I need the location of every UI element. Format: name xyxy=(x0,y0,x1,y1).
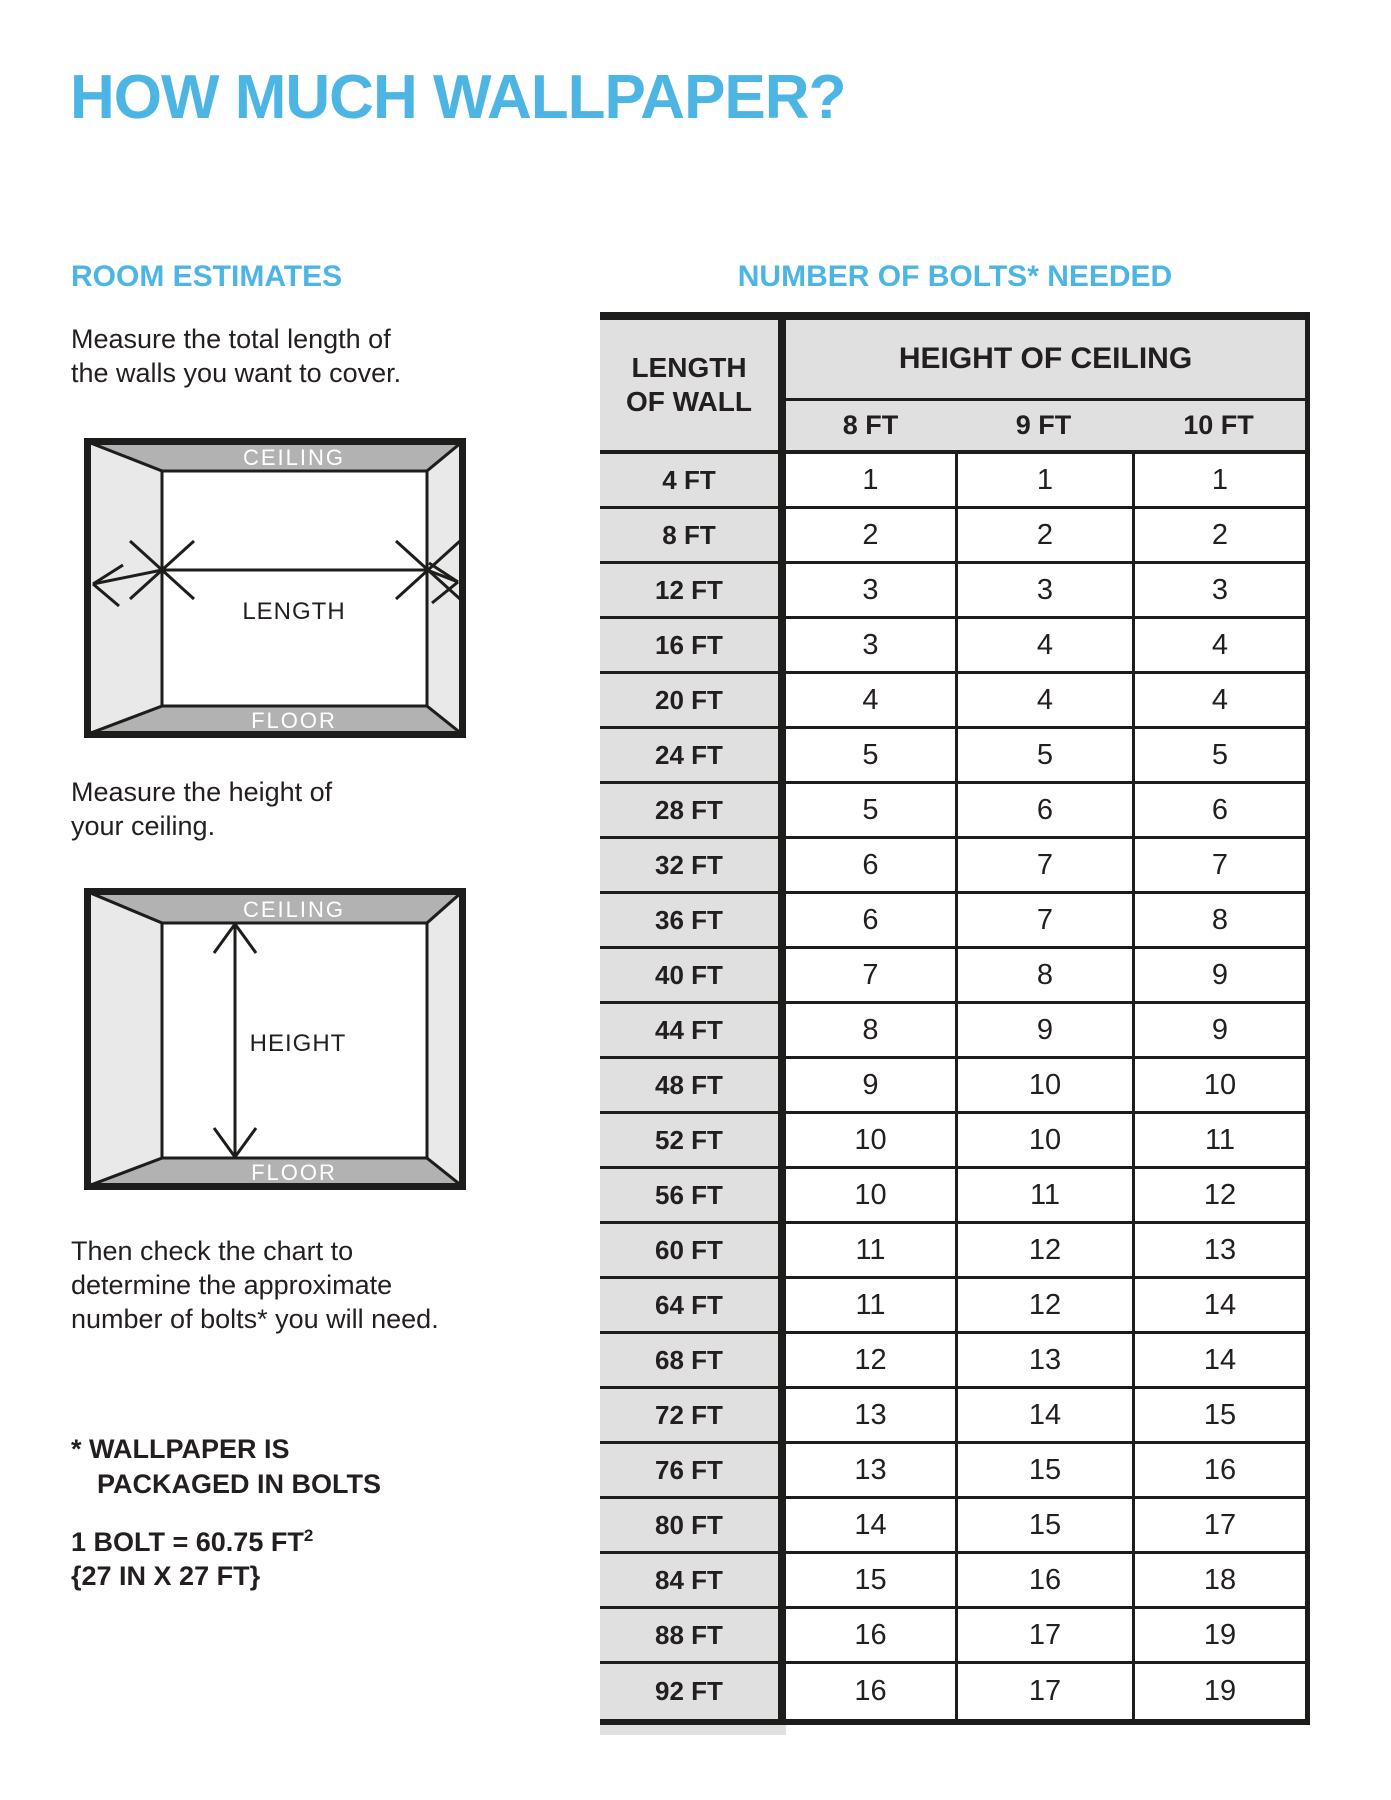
room-length-diagram xyxy=(84,438,466,738)
bolt-count-cell: 14 xyxy=(955,1389,1132,1444)
column-header-10ft: 10 FT xyxy=(1132,401,1305,454)
bolt-count-cell: 10 xyxy=(786,1114,955,1169)
bolt-count-cell: 17 xyxy=(955,1664,1132,1719)
bolt-count-cell: 16 xyxy=(786,1664,955,1719)
wall-length-cell: 64 FT xyxy=(600,1279,786,1334)
bolt-count-cell: 13 xyxy=(786,1389,955,1444)
back-wall xyxy=(162,471,427,706)
bolt-count-cell: 9 xyxy=(786,1059,955,1114)
right-wall xyxy=(427,892,462,1186)
bolt-count-cell: 4 xyxy=(955,674,1132,729)
bolt-count-cell: 4 xyxy=(955,619,1132,674)
gray-column-stub xyxy=(600,1725,786,1735)
floor-label: FLOOR xyxy=(251,1160,337,1185)
wall-length-cell: 44 FT xyxy=(600,1004,786,1059)
wall-length-cell: 88 FT xyxy=(600,1609,786,1664)
wall-length-cell: 24 FT xyxy=(600,729,786,784)
bolt-count-cell: 1 xyxy=(955,454,1132,509)
wall-length-cell: 8 FT xyxy=(600,509,786,564)
bolt-count-cell: 11 xyxy=(786,1279,955,1334)
bolt-count-cell: 6 xyxy=(955,784,1132,839)
squared-superscript: 2 xyxy=(303,1526,314,1545)
bolt-count-cell: 14 xyxy=(1132,1334,1305,1389)
bolt-count-cell: 12 xyxy=(955,1224,1132,1279)
wall-length-cell: 16 FT xyxy=(600,619,786,674)
wall-length-cell: 40 FT xyxy=(600,949,786,1004)
wall-length-cell: 28 FT xyxy=(600,784,786,839)
bolt-count-cell: 10 xyxy=(955,1059,1132,1114)
bolt-count-cell: 8 xyxy=(786,1004,955,1059)
room-estimates-heading: ROOM ESTIMATES xyxy=(71,260,343,293)
wall-length-cell: 12 FT xyxy=(600,564,786,619)
bolt-count-cell: 15 xyxy=(1132,1389,1305,1444)
wall-length-cell: 76 FT xyxy=(600,1444,786,1499)
ceiling-label: CEILING xyxy=(242,897,346,922)
wall-length-cell: 32 FT xyxy=(600,839,786,894)
room-height-diagram xyxy=(84,888,466,1190)
bolt-count-cell: 7 xyxy=(1132,839,1305,894)
bolt-count-cell: 16 xyxy=(786,1609,955,1664)
wall-length-cell: 52 FT xyxy=(600,1114,786,1169)
bolt-count-cell: 13 xyxy=(786,1444,955,1499)
bolt-count-cell: 12 xyxy=(955,1279,1132,1334)
bolt-count-cell: 5 xyxy=(786,729,955,784)
left-wall xyxy=(88,892,162,1186)
column-header-9ft: 9 FT xyxy=(955,401,1132,454)
column-header-8ft: 8 FT xyxy=(786,401,955,454)
bolt-count-cell: 7 xyxy=(955,894,1132,949)
bolt-count-cell: 6 xyxy=(1132,784,1305,839)
page-title: HOW MUCH WALLPAPER? xyxy=(70,63,846,132)
bolts-needed-table xyxy=(600,312,1310,1725)
bolt-count-cell: 2 xyxy=(1132,509,1305,564)
wall-length-cell: 48 FT xyxy=(600,1059,786,1114)
bolt-count-cell: 2 xyxy=(955,509,1132,564)
bolt-count-cell: 6 xyxy=(786,894,955,949)
bolt-count-cell: 2 xyxy=(786,509,955,564)
wall-length-cell: 80 FT xyxy=(600,1499,786,1554)
bolt-count-cell: 13 xyxy=(1132,1224,1305,1279)
wall-length-cell: 36 FT xyxy=(600,894,786,949)
bolt-count-cell: 12 xyxy=(786,1334,955,1389)
bolt-count-cell: 11 xyxy=(955,1169,1132,1224)
wall-length-cell: 72 FT xyxy=(600,1389,786,1444)
height-label: HEIGHT xyxy=(249,1030,347,1057)
measure-length-text: Measure the total length of the walls you want to cover. xyxy=(71,324,402,388)
length-of-wall-header: LENGTH OF WALL xyxy=(600,320,786,454)
bolt-count-cell: 19 xyxy=(1132,1609,1305,1664)
ceiling-label: CEILING xyxy=(242,445,346,470)
wall-length-cell: 56 FT xyxy=(600,1169,786,1224)
right-wall xyxy=(427,442,462,734)
floor-label: FLOOR xyxy=(251,708,337,733)
length-label: LENGTH xyxy=(242,598,346,625)
bolt-count-cell: 8 xyxy=(1132,894,1305,949)
bolt-count-cell: 15 xyxy=(955,1499,1132,1554)
bolt-count-cell: 5 xyxy=(955,729,1132,784)
wall-length-cell: 60 FT xyxy=(600,1224,786,1279)
bolt-count-cell: 9 xyxy=(1132,949,1305,1004)
wallpaper-bolts-footnote: * WALLPAPER IS PACKAGED IN BOLTS xyxy=(71,1434,382,1499)
bolt-count-cell: 17 xyxy=(955,1609,1132,1664)
bolt-count-cell: 10 xyxy=(955,1114,1132,1169)
bolt-count-cell: 11 xyxy=(786,1224,955,1279)
bolt-count-cell: 7 xyxy=(786,949,955,1004)
bolt-count-cell: 3 xyxy=(786,564,955,619)
bolt-count-cell: 16 xyxy=(1132,1444,1305,1499)
bolt-count-cell: 9 xyxy=(1132,1004,1305,1059)
bolt-count-cell: 10 xyxy=(786,1169,955,1224)
height-of-ceiling-header: HEIGHT OF CEILING xyxy=(786,320,1305,401)
bolt-count-cell: 15 xyxy=(955,1444,1132,1499)
bolt-count-cell: 14 xyxy=(1132,1279,1305,1334)
wall-length-cell: 92 FT xyxy=(600,1664,786,1719)
bolt-count-cell: 5 xyxy=(1132,729,1305,784)
bolt-count-cell: 12 xyxy=(1132,1169,1305,1224)
bolt-count-cell: 15 xyxy=(786,1554,955,1609)
bolt-count-cell: 10 xyxy=(1132,1059,1305,1114)
bolt-count-cell: 5 xyxy=(786,784,955,839)
bolt-count-cell: 13 xyxy=(955,1334,1132,1389)
bolt-count-cell: 7 xyxy=(955,839,1132,894)
bolt-count-cell: 19 xyxy=(1132,1664,1305,1719)
bolt-count-cell: 17 xyxy=(1132,1499,1305,1554)
bolt-count-cell: 18 xyxy=(1132,1554,1305,1609)
bolt-count-cell: 4 xyxy=(1132,619,1305,674)
wall-length-cell: 68 FT xyxy=(600,1334,786,1389)
bolt-count-cell: 3 xyxy=(1132,564,1305,619)
bolt-count-cell: 11 xyxy=(1132,1114,1305,1169)
bolt-count-cell: 1 xyxy=(786,454,955,509)
wall-length-cell: 20 FT xyxy=(600,674,786,729)
bolt-count-cell: 6 xyxy=(786,839,955,894)
bolt-count-cell: 14 xyxy=(786,1499,955,1554)
bolt-count-cell: 4 xyxy=(1132,674,1305,729)
measure-height-text: Measure the height of your ceiling. xyxy=(71,777,333,841)
wall-length-cell: 4 FT xyxy=(600,454,786,509)
bolt-count-cell: 1 xyxy=(1132,454,1305,509)
bolt-count-cell: 4 xyxy=(786,674,955,729)
bolt-count-cell: 3 xyxy=(955,564,1132,619)
bolt-dimensions: {27 IN X 27 FT} xyxy=(71,1561,261,1591)
wall-length-cell: 84 FT xyxy=(600,1554,786,1609)
bolt-count-cell: 16 xyxy=(955,1554,1132,1609)
bolt-count-cell: 3 xyxy=(786,619,955,674)
bolts-needed-heading: NUMBER OF BOLTS* NEEDED xyxy=(737,260,1173,293)
bolt-count-cell: 9 xyxy=(955,1004,1132,1059)
bolt-count-cell: 8 xyxy=(955,949,1132,1004)
check-chart-text: Then check the chart to determine the approximate number of bolts* you will need. xyxy=(71,1236,439,1334)
bolt-equation: 1 BOLT = 60.75 $FT^2$ xyxy=(71,1526,314,1557)
